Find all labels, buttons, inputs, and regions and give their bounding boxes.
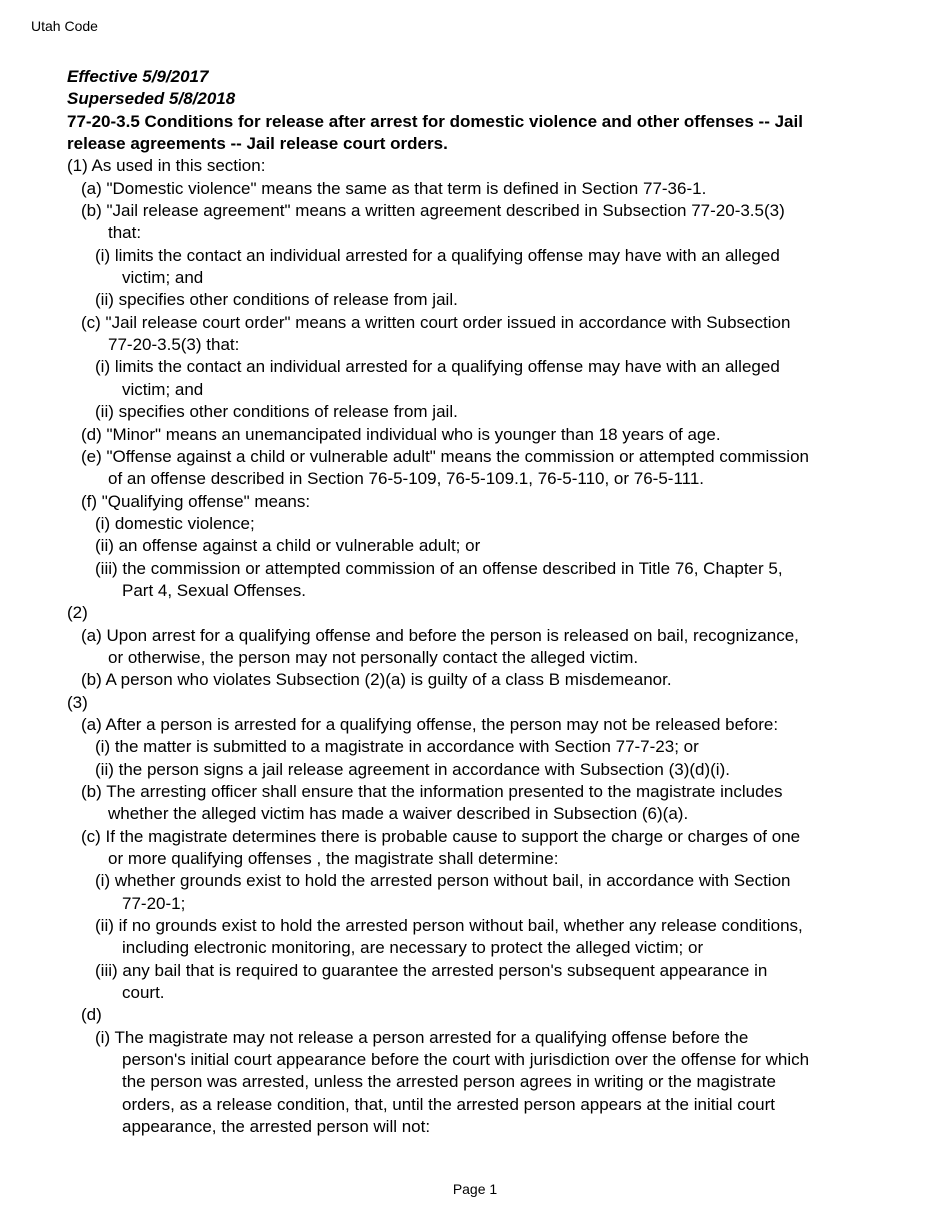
clause-item: (ii) specifies other conditions of release from jail. <box>95 290 458 310</box>
clause-item: (ii) specifies other conditions of release from jail. <box>95 402 458 422</box>
superseded-date: Superseded 5/8/2018 <box>67 89 236 109</box>
clause-item: (i) The magistrate may not release a person arrested for a qualifying offense before the <box>95 1027 749 1047</box>
paragraph-item: (a) After a person is arrested for a qualifying offense, the person may not be released before: <box>81 714 779 734</box>
clause-continuation: court. <box>122 983 165 1003</box>
clause-continuation: orders, as a release condition, that, until the arrested person appears at the initial court <box>122 1094 775 1114</box>
paragraph-item: (c) If the magistrate determines there is probable cause to support the charge or charges of one <box>81 826 801 846</box>
clause-item: (iii) the commission or attempted commission of an offense described in Title 76, Chapter 5, <box>95 558 783 578</box>
clause-continuation: 77-20-1; <box>122 893 186 913</box>
paragraph-continuation: whether the alleged victim has made a waiver described in Subsection (6)(a). <box>108 804 689 824</box>
running-header: Utah Code <box>31 18 98 34</box>
definition-jail-release-court-order: (c) "Jail release court order" means a written court order issued in accordance with Subsection <box>81 312 791 332</box>
subsection-2-heading: (2) <box>67 603 88 623</box>
paragraph-continuation: or more qualifying offenses , the magistrate shall determine: <box>108 849 559 869</box>
definition-jail-release-agreement: (b) "Jail release agreement" means a written agreement described in Subsection 77-20-3.5(3) <box>81 201 785 221</box>
clause-item: (i) domestic violence; <box>95 513 255 533</box>
paragraph-item: (d) <box>81 1005 102 1025</box>
clause-item: (i) limits the contact an individual arrested for a qualifying offense may have with an alleged <box>95 357 780 377</box>
section-title-line-2: release agreements -- Jail release court orders. <box>67 134 448 154</box>
clause-continuation: the person was arrested, unless the arrested person agrees in writing or the magistrate <box>122 1072 776 1092</box>
definition-offense-against-child: (e) "Offense against a child or vulnerable adult" means the commission or attempted commission <box>81 446 809 466</box>
clause-item: (i) limits the contact an individual arrested for a qualifying offense may have with an alleged <box>95 245 780 265</box>
clause-continuation: including electronic monitoring, are necessary to protect the alleged victim; or <box>122 938 704 958</box>
clause-item: (ii) the person signs a jail release agreement in accordance with Subsection (3)(d)(i). <box>95 759 730 779</box>
subsection-3-heading: (3) <box>67 692 88 712</box>
clause-continuation: Part 4, Sexual Offenses. <box>122 580 306 600</box>
statute-body <box>67 66 897 1139</box>
clause-item: (iii) any bail that is required to guarantee the arrested person's subsequent appearance in <box>95 960 768 980</box>
definition-qualifying-offense: (f) "Qualifying offense" means: <box>81 491 311 511</box>
paragraph-continuation: or otherwise, the person may not personally contact the alleged victim. <box>108 647 639 667</box>
definition-minor: (d) "Minor" means an unemancipated individual who is younger than 18 years of age. <box>81 424 721 444</box>
clause-item: (i) the matter is submitted to a magistrate in accordance with Section 77-7-23; or <box>95 737 699 757</box>
section-title-line-1: 77-20-3.5 Conditions for release after arrest for domestic violence and other offenses -- Jail <box>67 111 803 131</box>
clause-continuation: appearance, the arrested person will not: <box>122 1117 431 1137</box>
definition-continuation: of an offense described in Section 76-5-109, 76-5-109.1, 76-5-110, or 76-5-111. <box>108 469 705 489</box>
effective-date: Effective 5/9/2017 <box>67 67 209 86</box>
page-number: Page 1 <box>452 1181 498 1197</box>
definition-domestic-violence: (a) "Domestic violence" means the same as that term is defined in Section 77-36-1. <box>81 178 707 198</box>
clause-continuation: victim; and <box>122 268 204 288</box>
definition-continuation: 77-20-3.5(3) that: <box>108 335 240 355</box>
clause-continuation: person's initial court appearance before the court with jurisdiction over the offense for which <box>122 1050 810 1070</box>
paragraph-item: (a) Upon arrest for a qualifying offense and before the person is released on bail, recognizance, <box>81 625 799 645</box>
clause-item: (ii) an offense against a child or vulnerable adult; or <box>95 536 481 556</box>
paragraph-item: (b) The arresting officer shall ensure that the information presented to the magistrate includes <box>81 782 783 801</box>
paragraph-item: (b) A person who violates Subsection (2)(a) is guilty of a class B misdemeanor. <box>81 670 672 690</box>
definition-continuation: that: <box>108 223 142 243</box>
clause-item: (ii) if no grounds exist to hold the arrested person without bail, whether any release conditions, <box>95 916 803 936</box>
clause-continuation: victim; and <box>122 379 204 399</box>
subsection-1-heading: (1) As used in this section: <box>67 156 266 176</box>
clause-item: (i) whether grounds exist to hold the arrested person without bail, in accordance with Section <box>95 871 791 891</box>
